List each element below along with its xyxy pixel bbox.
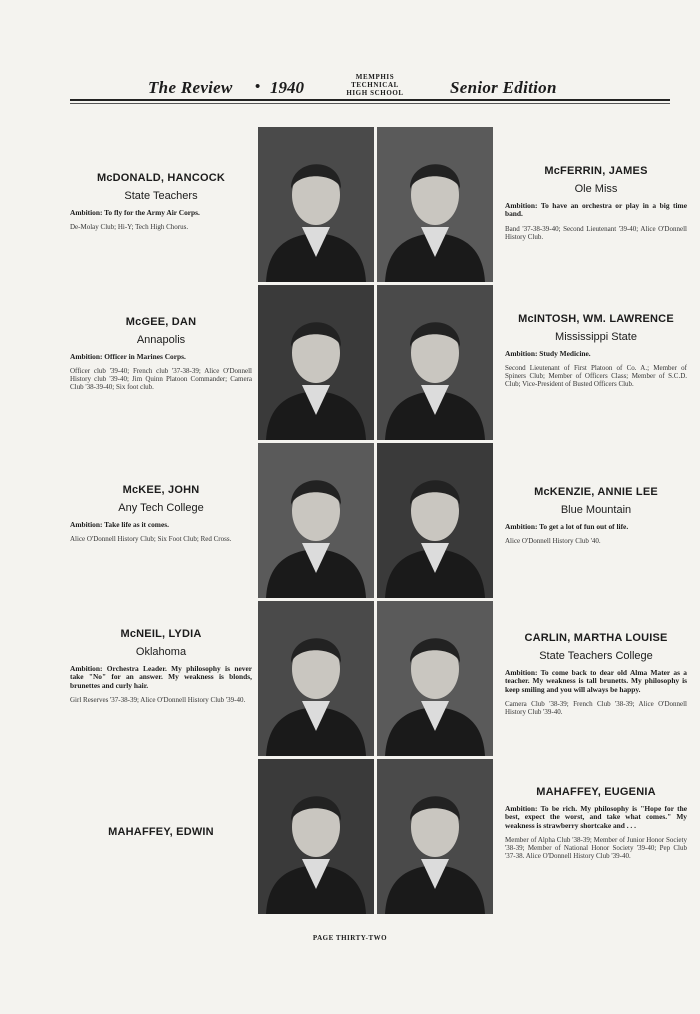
senior-entry xyxy=(505,786,687,860)
student-name: MAHAFFEY, EDWIN xyxy=(108,826,214,838)
ambition-text: Ambition: To have an orchestra or play in a big time band. xyxy=(505,201,687,219)
senior-entry xyxy=(505,313,687,388)
activities-text: Alice O'Donnell History Club; Six Foot Club; Red Cross. xyxy=(70,535,232,544)
student-photo xyxy=(258,443,374,598)
portrait-silhouette xyxy=(377,443,493,598)
school-name: MEMPHIS TECHNICAL HIGH SCHOOL xyxy=(346,73,404,97)
activities-text: Girl Reserves '37-38-39; Alice O'Donnell History Club '39-40. xyxy=(70,696,246,705)
student-photo xyxy=(377,759,493,914)
activities-text: Alice O'Donnell History Club '40. xyxy=(505,537,601,546)
college-choice: Any Tech College xyxy=(118,502,204,514)
college-choice: State Teachers xyxy=(124,190,198,202)
senior-entry xyxy=(70,172,252,231)
student-photo xyxy=(377,127,493,282)
student-photo xyxy=(258,285,374,440)
student-photo xyxy=(377,601,493,756)
portrait-silhouette xyxy=(258,601,374,756)
portrait-silhouette xyxy=(258,759,374,914)
ambition-text: Ambition: To get a lot of fun out of life. xyxy=(505,522,629,531)
college-choice: Oklahoma xyxy=(135,646,187,658)
ambition-text: Ambition: Orchestra Leader. My philosophy is never take "No" for an answer. My weakness is blonds, brunettes and curly hair. xyxy=(70,664,252,690)
senior-entry xyxy=(70,826,252,838)
senior-entry xyxy=(70,316,252,391)
college-choice: Mississippi State xyxy=(555,331,637,343)
portrait-silhouette xyxy=(258,443,374,598)
portrait-silhouette xyxy=(258,285,374,440)
edition-title: Senior Edition xyxy=(450,78,557,97)
senior-entry xyxy=(70,484,252,543)
student-photo xyxy=(258,127,374,282)
activities-text: Band '37-38-39-40; Second Lieutenant '39-40; Alice O'Donnell History Club. xyxy=(505,224,687,241)
student-name: McNEIL, LYDIA xyxy=(120,628,202,640)
senior-entry xyxy=(505,486,687,545)
student-name: McDONALD, HANCOCK xyxy=(96,172,226,184)
portrait-silhouette xyxy=(258,127,374,282)
publication-title: The Review xyxy=(148,78,233,97)
portrait-silhouette xyxy=(377,759,493,914)
ambition-text: Ambition: Study Medicine. xyxy=(505,349,591,358)
student-name: McKENZIE, ANNIE LEE xyxy=(534,486,658,498)
ambition-text: Ambition: To come back to dear old Alma Mater as a teacher. My weakness is tall brunetts. My philosophy is keep smiling and you will always be happy. xyxy=(505,668,687,694)
student-photo xyxy=(258,601,374,756)
publication-year: 1940 xyxy=(270,78,304,97)
college-choice: State Teachers College xyxy=(539,650,653,662)
student-photo xyxy=(377,285,493,440)
student-name: McFERRIN, JAMES xyxy=(544,165,648,177)
student-name: McGEE, DAN xyxy=(125,316,197,328)
header-rule xyxy=(70,99,670,101)
student-photo xyxy=(258,759,374,914)
activities-text: Camera Club '38-39; French Club '38-39; Alice O'Donnell History Club '39-40. xyxy=(505,700,687,717)
college-choice: Ole Miss xyxy=(574,183,618,195)
student-name: McINTOSH, WM. LAWRENCE xyxy=(518,313,674,325)
student-photo xyxy=(377,443,493,598)
student-name: McKEE, JOHN xyxy=(122,484,200,496)
student-name: MAHAFFEY, EUGENIA xyxy=(536,786,656,798)
ambition-text: Ambition: Officer in Marines Corps. xyxy=(70,352,186,361)
portrait-silhouette xyxy=(377,601,493,756)
ambition-text: Ambition: To be rich. My philosophy is "Hope for the best, expect the worst, and take what comes." My weakness is strawberry shortcake and . . . xyxy=(505,804,687,830)
college-choice: Annapolis xyxy=(136,334,186,346)
student-name: CARLIN, MARTHA LOUISE xyxy=(524,632,668,644)
portrait-silhouette xyxy=(377,285,493,440)
senior-entry xyxy=(505,165,687,241)
page-number: PAGE THIRTY-TWO xyxy=(312,934,388,942)
activities-text: De-Molay Club; Hi-Y; Tech High Chorus. xyxy=(70,223,189,232)
activities-text: Second Lieutenant of First Platoon of Co. A.; Member of Spiners Club; Member of Officers Class; Member of S.C.D. Club; Vice-President of Busted Officers Club. xyxy=(505,364,687,389)
portrait-silhouette xyxy=(377,127,493,282)
activities-text: Officer club '39-40; French club '37-38-39; Alice O'Donnell History club '39-40; Jim Quinn Platoon Commander; Camera Club '38-39-40; Six foot club. xyxy=(70,367,252,392)
title-bullet: • xyxy=(255,78,261,95)
college-choice: Blue Mountain xyxy=(560,504,632,516)
senior-entry xyxy=(70,628,252,704)
senior-entry xyxy=(505,632,687,716)
ambition-text: Ambition: To fly for the Army Air Corps. xyxy=(70,208,200,217)
activities-text: Member of Alpha Club '38-39; Member of Junior Honor Society '38-39; Member of National Honor Society '39-40; Pep Club '37-38. Alice O'Donnell History Club '39-40. xyxy=(505,836,687,861)
header-rule-thin xyxy=(70,103,670,104)
ambition-text: Ambition: Take life as it comes. xyxy=(70,520,169,529)
